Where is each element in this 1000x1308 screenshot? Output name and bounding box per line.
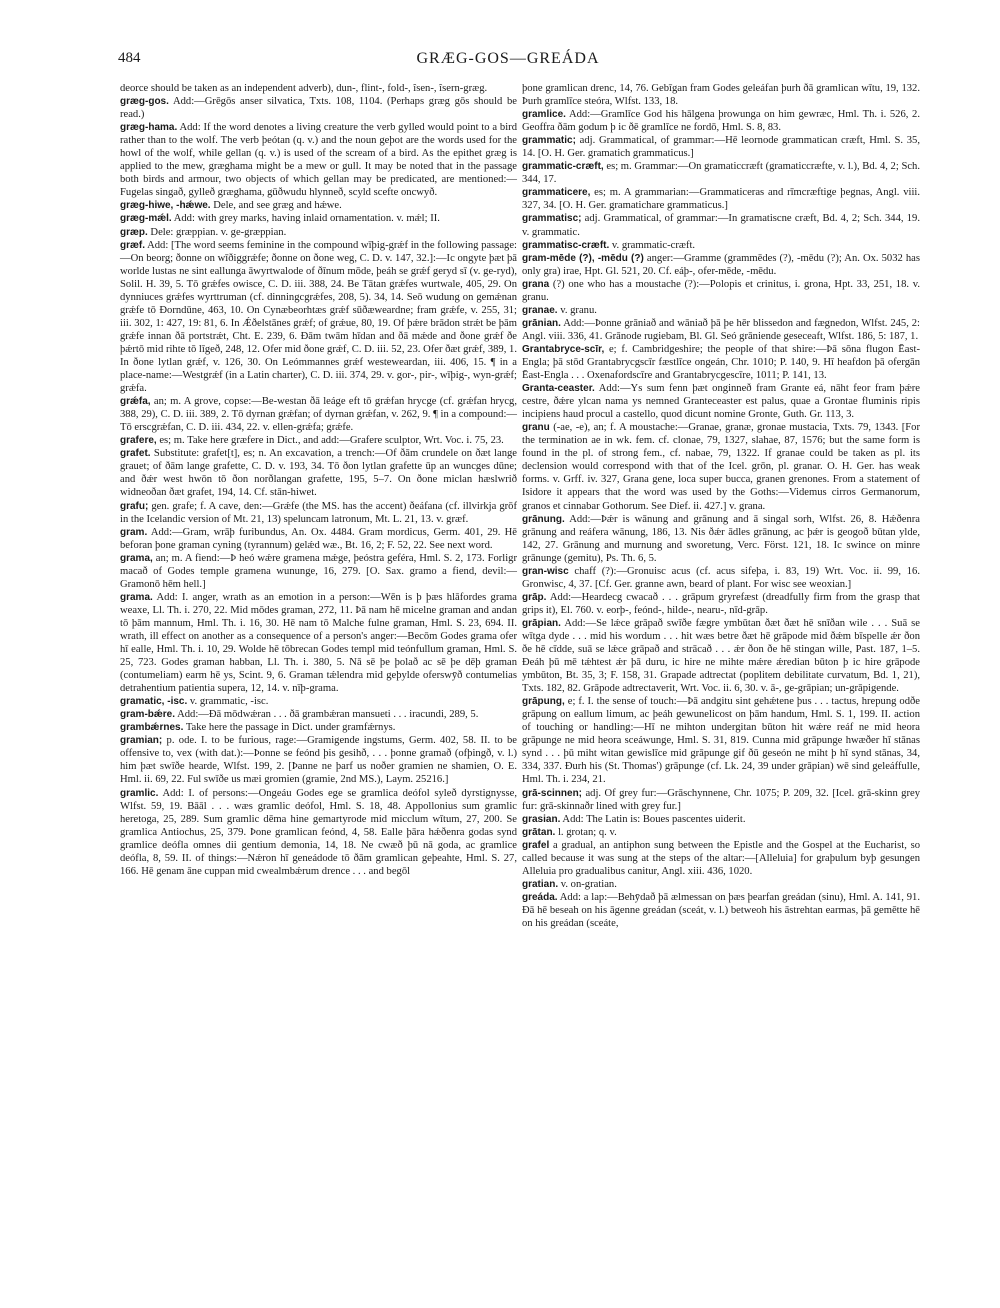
entry-headword: græg-hama. [120,122,178,134]
dictionary-entry [120,500,517,526]
entry-text: Dele, and see græg and hǽwe. [210,200,342,212]
dictionary-entry [522,239,920,252]
entry-headword: granae. [522,304,558,316]
dictionary-entry [522,82,920,108]
entry-headword: grāpung, [522,696,565,708]
entry-headword: gramian; [120,735,163,747]
entry-headword: grammatic-cræft, [522,161,604,173]
entry-text: Add:—Ys sum fenn þæt onginneð fram Grante eá, nāht feor fram þǽre cestre, ðǽre ylcan nama ys nemned Granteceaster est palus, quae a Grontae fluminis ripis incipiens haud procul a castello, quod dicunt nomine Gronte, Guth. Gr. 113, 3. [522,383,920,421]
entry-headword: granu [522,422,550,434]
right-column [522,82,920,930]
entry-text: Add:—Gramlīce God his hālgena þrowunga on him gewræc, Hml. Th. i. 526, 2. Geoffra ðām godum þ ic ðē gramlīce ne fordō, Hml. S. 8, 83. [522,109,920,134]
entry-text: v. grammatic, -isc. [187,696,269,708]
dictionary-entry [522,186,920,212]
entry-text: Add:—Þonne grāniað and wāniað þā þe hēr blissedon and fægnedon, Wlfst. 245, 2: Angl. viii. 336, 41. Grānode rugiebam, Bl. Gl. Seó grāniende geseceaft, Wlfst. 186, 5: 187, 1. [522,317,920,342]
entry-text: Take here the passage in Dict. under gramfǽrnys. [183,722,396,734]
dictionary-entry [120,787,517,878]
dictionary-entry [120,82,517,95]
entry-text: p. ode. I. to be furious, rage:—Gramigende ingstums, Germ. 402, 58. II. to be offensive to, vex (with dat.):—Þonne se feónd þis gesihð, . . . þonne gramað (ofþingð, v. l.) him þæt swīðe hearde, Wlfst. 199, 2. [Þanne ne þarf us noðer gramien ne shamien, O. E. Hml. ii. 69, 22. Ful swīðe us mæi gromien (gramie, 2nd MS.), Laym. 25216.] [120,735,517,786]
entry-headword: grana [522,278,550,290]
entry-text: Add: with grey marks, having inlaid ornamentation. v. mǽl; II. [171,213,440,225]
entry-text: Add:—Se lǽce grāpað swīðe fægre ymbūtan ðæt ðæt hē snīðan wile . . . Suā se wītga dyde . . . mid his wordum . . . hit wæs betre ðæt hē grāpode mid ðǽm bīspelle ǽr ðon ðe hē cīdde, suā se lǽce grāpað and strācað . . . ǽr ðon ðe hē stingan wille, Past. 187, 1–5. Ðeáh þū mē tǽhtest ǽr þā duru, ic hire ne mihte mǽre ǽredian būton þ ic hire grāpode ymbūton, Bt. 35, 3; F. 158, 31. Grapade adtrectat (poplitem debilitate curvatum, Bd. 1, 21), Txts. 182, 82. Grāpode adtrectaverit, Wrt. Voc. ii. 6, 30. v. ā-, ge-grāpian; un-grāpigende. [522,617,920,695]
entry-text: Add: I. anger, wrath as an emotion in a person:—Wēn is þ þæs hlāfordes grama weaxe, Ll. Th. i. 270, 22. Mid mōdes graman, 272, 11. Þā nam hē micelne graman and andan tō þām mannum, Hml. Th. i. 16, 30. Hē nam tō Malche fulne graman, Hml. S. 23, 694. II. wrath, ill effect on another as a consequence of a person's anger:—Becōm Godes grama ofer hī ealle, Hml. Th. i. 10, 29. Wolde hē tōbrecan Godes templ mid teónfullum graman, Hml. S. 25, 723. Godes graman habban, Ll. Th. i. 380, 5. Nā sē þe þolað ac sē þe dēþ graman (contumeliam) earm hē ys, Scint. 9, 6. Graman tǽlendra mid geþylde oferswȳð contumelias detrahentium patientia supera, 12, 14. v. nīþ-grama. [120,591,517,695]
entry-headword: grānian. [522,317,561,329]
entry-headword: grafel [522,839,550,851]
entry-text: Add: I. of persons:—Ongeáu Godes ege se gramlica deófol syleð dyrstignysse, Wlfst. 59, 19. Bāāl . . . wæs gramlic deófol, Hml. S. 18, 48. Appollonius sum gramlic heretoga, 25, 289. Sum gramlic dēma hine gemartyrode mid micclum wītum, 27, 200. Se gramlica Antiochus, 25, 379. Þone gramlican feónd, 4, 58. Ealle þāra hǽðenra godas synd gramlice deófla omnes dii gentium demonia, 14, 18. Ne cwæð þū nā goda, ac gramlice deófla, 8, 59. II. of things:—Nǽron hī geneádode tō ðām gramlican geþeahte, Hml. S. 27, 166. Hē genam āne cuppan mid cwealmbǽrum drence . . . and begōl [120,787,517,877]
dictionary-entry [522,891,920,930]
left-column [120,82,517,878]
entry-text: Add:—Þǽr is wānung and grānung and ā singal sorh, Wlfst. 26, 8. Hǽðenra grānung and reáfera wānung, 186, 13. Nis ðǽr ādles grānung, ac þǽr is geogoð būtan ylde, 142, 27. Grānung and murnung and sworetung, Verc. Först. 121, 18. Ic swince on minre grānunge (gemitu), Ps. Th. 6, 5. [522,513,920,564]
dictionary-entry [120,199,517,212]
entry-headword: gran-wisc [522,565,569,577]
dictionary-entry [522,278,920,304]
entry-text: an; m. A fiend:—Þ heó wǽre gramena mǽge, þeóstra geféra, Hml. S. 2, 173. Forligr macað of Godes temple gramena wununge, 16, 279. [O. Sax. gramo a fiend, devil:—Gramonō hēm hell.] [120,552,517,590]
entry-headword: grasian. [522,813,561,825]
dictionary-entry [522,826,920,839]
entry-text: es; m. Take here græfere in Dict., and add:—Grafere sculptor, Wrt. Voc. i. 75, 23. [156,435,504,447]
entry-headword: grammatisc-cræft. [522,239,610,251]
entry-text: adj. Of grey fur:—Grāschynnene, Chr. 1075; P. 209, 32. [Icel. grā-skinn grey fur: grā-skinnaðr lined with grey fur.] [522,787,920,812]
dictionary-entry [522,252,920,278]
dictionary-entry [522,591,920,617]
entry-text: l. grotan; q. v. [555,826,617,838]
dictionary-entry [522,695,920,786]
entry-headword: gramatic, -isc. [120,696,188,708]
entry-text: adj. Grammatical, of grammar:—In gramatiscne cræft, Bd. 4, 2; Sch. 344, 19. v. grammatic. [522,213,920,238]
entry-headword: gramlice. [522,109,566,121]
entry-headword: grafere, [120,435,157,447]
page-number: 484 [118,50,141,66]
entry-headword: græp. [120,226,148,238]
entry-headword: grammatic; [522,135,576,147]
dictionary-entry [120,121,517,199]
entry-text: es; m. A grammarian:—Grammaticeras and rīmcræftige þegnas, Angl. viii. 327, 34. [O. H. Ger. gramatichare grammaticus.] [522,187,920,212]
dictionary-entry [120,734,517,786]
dictionary-entry [522,787,920,813]
entry-headword: græg-mǽl. [120,213,172,225]
entry-text: Add:—Grēgōs anser silvatica, Txts. 108, 1104. (Perhaps græg gōs should be read.) [120,96,517,121]
dictionary-entry [522,343,920,382]
dictionary-entry [120,552,517,591]
dictionary-entry [522,617,920,695]
entry-text: adj. Grammatical, of grammar:—Hē leornode grammatican cræft, Hml. S. 35, 14. [O. H. Ger. gramatich grammaticus.] [522,135,920,160]
dictionary-entry [120,447,517,499]
dictionary-entry [522,212,920,238]
dictionary-entry [120,239,517,396]
entry-text: v. grammatic-cræft. [609,239,696,251]
entry-text: v. granu. [557,304,597,316]
entry-headword: grama. [120,591,153,603]
entry-text: Add:—Gram, wrāþ furibundus, An. Ox. 4484. Gram mordicus, Germ. 401, 29. Hē beforan þone graman cyning (tyrannum) gelǽd wæ., Bt. 16, 2; F. 52, 22. See next word. [120,526,517,551]
entry-headword: gratian. [522,878,559,890]
dictionary-entry [120,95,517,121]
dictionary-entry [522,813,920,826]
entry-headword: grā-scinnen; [522,787,583,799]
entry-headword: grammatisc; [522,213,582,225]
dictionary-entry [522,134,920,160]
entry-headword: grambǽrnes. [120,722,184,734]
entry-headword: gramlic. [120,787,159,799]
entry-text: Add: a lap:—Behȳdað þā ælmessan on þæs þearfan greádan (sinu), Hml. A. 141, 91. Ðā hē beseah on his āgenne greádan (sceát, v. l.) betweoh his āstrehtan earmas, þā gemētte hē on his greádan (sceáte, [522,891,920,929]
entry-headword: grānung. [522,513,565,525]
entry-text: es; m. Grammar:—On gramaticcræft (gramaticcræfte, v. l.), Bd. 4, 2; Sch. 344, 17. [522,161,920,186]
entry-text: a gradual, an antiphon sung between the Epistle and the Gospel at the Eucharist, so called because it was sung at the steps of the altar:—[Alleluia] for graþulum byþ gesungen Alleluia pro gradualibus canitur, Angl. xiii. 436, 1020. [522,839,920,877]
entry-headword: grātan. [522,826,556,838]
entry-text: (-ae, -e), an; f. A moustache:—Granae, granæ, gronae mustacia, Txts. 79, 1343. [For the termination ae in wk. fem. cf. clonae, 79, 1327, slahae, 87, 1576; but the same form is found in the pl. of strong fem., cf. nabae, 79, 1322. If granae could be taken as pl. its declension would correspond with that of the Icel. grōn, pl. granar. O. H. Ger. has weak forms. v. Grff. iv. 327, Grana gene, loca super bucca, granen grenones. From a statement of Isidore it appears that the word was used by the Goths:—Videmus cirros Germanorum, granos et cinnabar Gothorum. See Dief. ii. 427.] v. grana. [522,422,920,512]
dictionary-entry [522,317,920,343]
entry-headword: grāpian. [522,617,561,629]
dictionary-entry [522,839,920,878]
dictionary-entry [522,304,920,317]
entry-headword: Grantabryce-scīr, [522,343,605,355]
dictionary-entry [120,226,517,239]
dictionary-entry [120,395,517,434]
entry-text: v. on-gratian. [558,878,617,890]
entry-headword: gram. [120,526,148,538]
entry-text: Dele: græppian. v. ge-græppian. [147,226,287,238]
entry-headword: Granta-ceaster. [522,383,595,395]
entry-text: an; m. A grove, copse:—Be-westan ðā leáge eft tō grǽfan hrycge (cf. grǽfan hrycg, 388, 29), C. D. iii. 389, 2. Tō dyrnan grǽfan; of dyrnan grǽfan, v. 262, 9. ¶ in a compound:—Tō erscgrǽfan, C. D. iii. 434, 22. v. ellen-grǽfa; grǽfe. [120,396,518,434]
entry-headword: grǽfa, [120,396,151,408]
entry-text: anger:—Gramme (grammēdes (?), -mēdu (?); An. Ox. 5032 has only gra) irae, Hpt. Gl. 521, 20. Cf. eáþ-, ofer-mēde, -mēdu. [522,252,921,277]
entry-headword: græg-hiwe, -hǽwe. [120,200,211,212]
dictionary-entry [120,695,517,708]
entry-text: deorce should be taken as an independent adverb), dun-, flint-, fold-, îsen-, îsern-græg. [120,83,488,94]
entry-text: Add:—Heardecg cwacað . . . grāpum gryrefæst (dreadfully firm from the grasp that grips it), El. 760. v. eorþ-, feónd-, hilde-, nearu-, nīd-grāp. [522,591,920,616]
dictionary-entry [522,108,920,134]
dictionary-entry [522,878,920,891]
running-title: GRÆG-GOS—GREÁDA [416,50,600,67]
entry-headword: greáda. [522,891,558,903]
entry-text: þone gramlican drenc, 14, 76. Gebīgan fram Godes geleáfan þurh ðā gramlican wītu, 19, 132. Þurh gramlīce steóra, Wlfst. 133, 18. [522,83,920,108]
entry-text: e; f. I. the sense of touch:—Þā andgitu sint gehǽtene þus . . . tactus, hrepung odðe grāpung on eallum limum, ac þeáh gewunelicost on þām handum, Hml. S. 1, 199. II. action of touching or handling:—Hī ne mihton undergitan būton hit wǽre reáf ne mid heora grāpunge ne mid heora sceáwunge, Hml. S. 31, 819. Cunna mid grāpunge hwæðer hī stānas synd . . . þū miht witan gewislīce mid grāpunge gif ðū geseón ne miht þ hī synd stānas, 34, 334, 337. Ðurh his (St. Thomas') grāpunge (cf. Lk. 24, 39 under grāpian) wē sind geleáffulle, Hml. Th. i. 234, 21. [522,696,920,786]
entry-headword: grammaticere, [522,187,591,199]
entry-headword: græg-gos. [120,96,169,108]
entry-headword: grafet. [120,448,151,460]
entry-text: Add:—Ðā mōdwǽran . . . ðā grambǽran mansueti . . . iracundi, 289, 5. [175,709,479,721]
entry-text: Add: If the word denotes a living creature the verb gylled would point to a bird rather than to the wolf. The verb þeótan (q. v.) and the noun geþot are the words used for the howl of the wolf, while gellan (q. v.) is used of the scream of a bird. As the epithet græg is applied to the mew, græghama might be a mew or gull. It may be noted that in the passage both birds and armour, two objects of which gellan may be predicated, are mentioned:—Fugelas singað, gylleð græghama, gūðwudu hlynneð, scyld scefte oncwyð. [120,122,517,199]
entry-headword: grāp. [522,591,547,603]
dictionary-entry [522,565,920,591]
entry-headword: grafu; [120,500,149,512]
entry-headword: gram-bǽre. [120,709,176,721]
dictionary-entry [522,160,920,186]
entry-text: e; f. Cambridgeshire; the people of that shire:—Þā sōna flugon Ēast-Engla; þā stōd Grantabrycgscīr fæstlīce ongeán, Chr. 1010; P. 140, 9. Hī heafdon þā ofergān Ēast-Engla . . . Oxenafordscīre and Grantabrycgescīre, 1011; P. 141, 13. [522,343,920,382]
dictionary-entry [522,513,920,565]
dictionary-entry [120,212,517,225]
entry-text: Substitute: grafet[t], es; n. An excavation, a trench:—Of ðām crundele on ðæt lange grauet; of ðām lange grafette, C. D. v. 193, 34. Tō ðon lytlan grafette ūp an wuncges dūne; and ðǽr west hwōn tō ðon norðlangan grafette, 195, 5–7. On ðone miclan hæslwrið widneoðan ðæt grafet, 194, 14. Cf. stān-hiwet. [120,448,517,499]
entry-text: Add: [The word seems feminine in the compound wīþig-grǽf in the following passage:—On beorg; ðonne on wīðiggrǽfe; ðonne on ðone weg, C. D. v. 147, 32.]:—Ic ongyte þæt þā worlde lustas ne sint eallunga āwyrtwalode of ðīnum mōde, þeáh se grǽf geryd sī (v. ge-ryd), Solil. H. 39, 5. Tō grǽfes owisce, C. D. iii. 388, 24. Be Tātan grǽfes wurtwale, 405, 29. On dynniuces grǽfes wyrttruman (cf. dinningcgrǽfes, 208, 5). 34, 14. Seō wudung on gemǽnan grǽfe tō Ðorndūne, 463, 10. On Cynæbeorhtæs grǽf sūðæweardne; fram grǽfe, v. 255, 31; iii. 302, 1: 427, 19: 81, 6. In Ǽðelstānes grǽf; of grǽue, 80, 19. Of þǽre brādon strǽt be þām grǽfe innan ðā portstrǽt, Cht. E. 239, 6. Ðām twām hīdan and ðā mǽde and ðone grǽf ðe þǽrtō mid rihte tō līgeð, 248, 12. Ofer mid ðone grǽf, C. D. iii. 52, 23. Ofer ðæt grǽf, 389, 1. In ðone lytlan grǽf, v. 126, 30. On Leómmannes grǽf westeweardan, iii. 406, 15. ¶ in a place-name:—Westgrǽf (in a Latin charter), C. D. iii. 374, 29. v. gor-, pir-, wīþig-, wyn-grǽf; grǽfa. [120,239,517,395]
dictionary-entry [120,721,517,734]
entry-headword: græf. [120,239,145,251]
page-header [118,50,898,72]
dictionary-entry [120,591,517,695]
dictionary-entry [522,382,920,421]
dictionary-entry [120,434,517,447]
entry-text: (?) one who has a moustache (?):—Polopis et crinitus, i. grona, Hpt. 33, 251, 18. v. granu. [522,278,920,303]
dictionary-entry [522,421,920,512]
entry-text: chaff (?):—Gronuisc acus (cf. acus sifeþa, i. 83, 19) Wrt. Voc. ii. 99, 16. Gronwisc, 4, 37. [Cf. Ger. granne awn, beard of plant. For wisc see weoxian.] [522,565,920,590]
entry-headword: grama, [120,552,153,564]
dictionary-entry [120,526,517,552]
entry-headword: gram-mēde (?), -mēdu (?) [522,252,644,264]
dictionary-entry [120,708,517,721]
entry-text: Add: The Latin is: Boues pascentes uiderit. [560,813,746,825]
entry-text: gen. grafe; f. A cave, den:—Grǽfe (the MS. has the accent) ðeáfana (cf. illvirkja grōf in the Icelandic version of Mt. 21, 13) speluncam latronum, Mt. L. 21, 13. v. græf. [120,500,517,525]
